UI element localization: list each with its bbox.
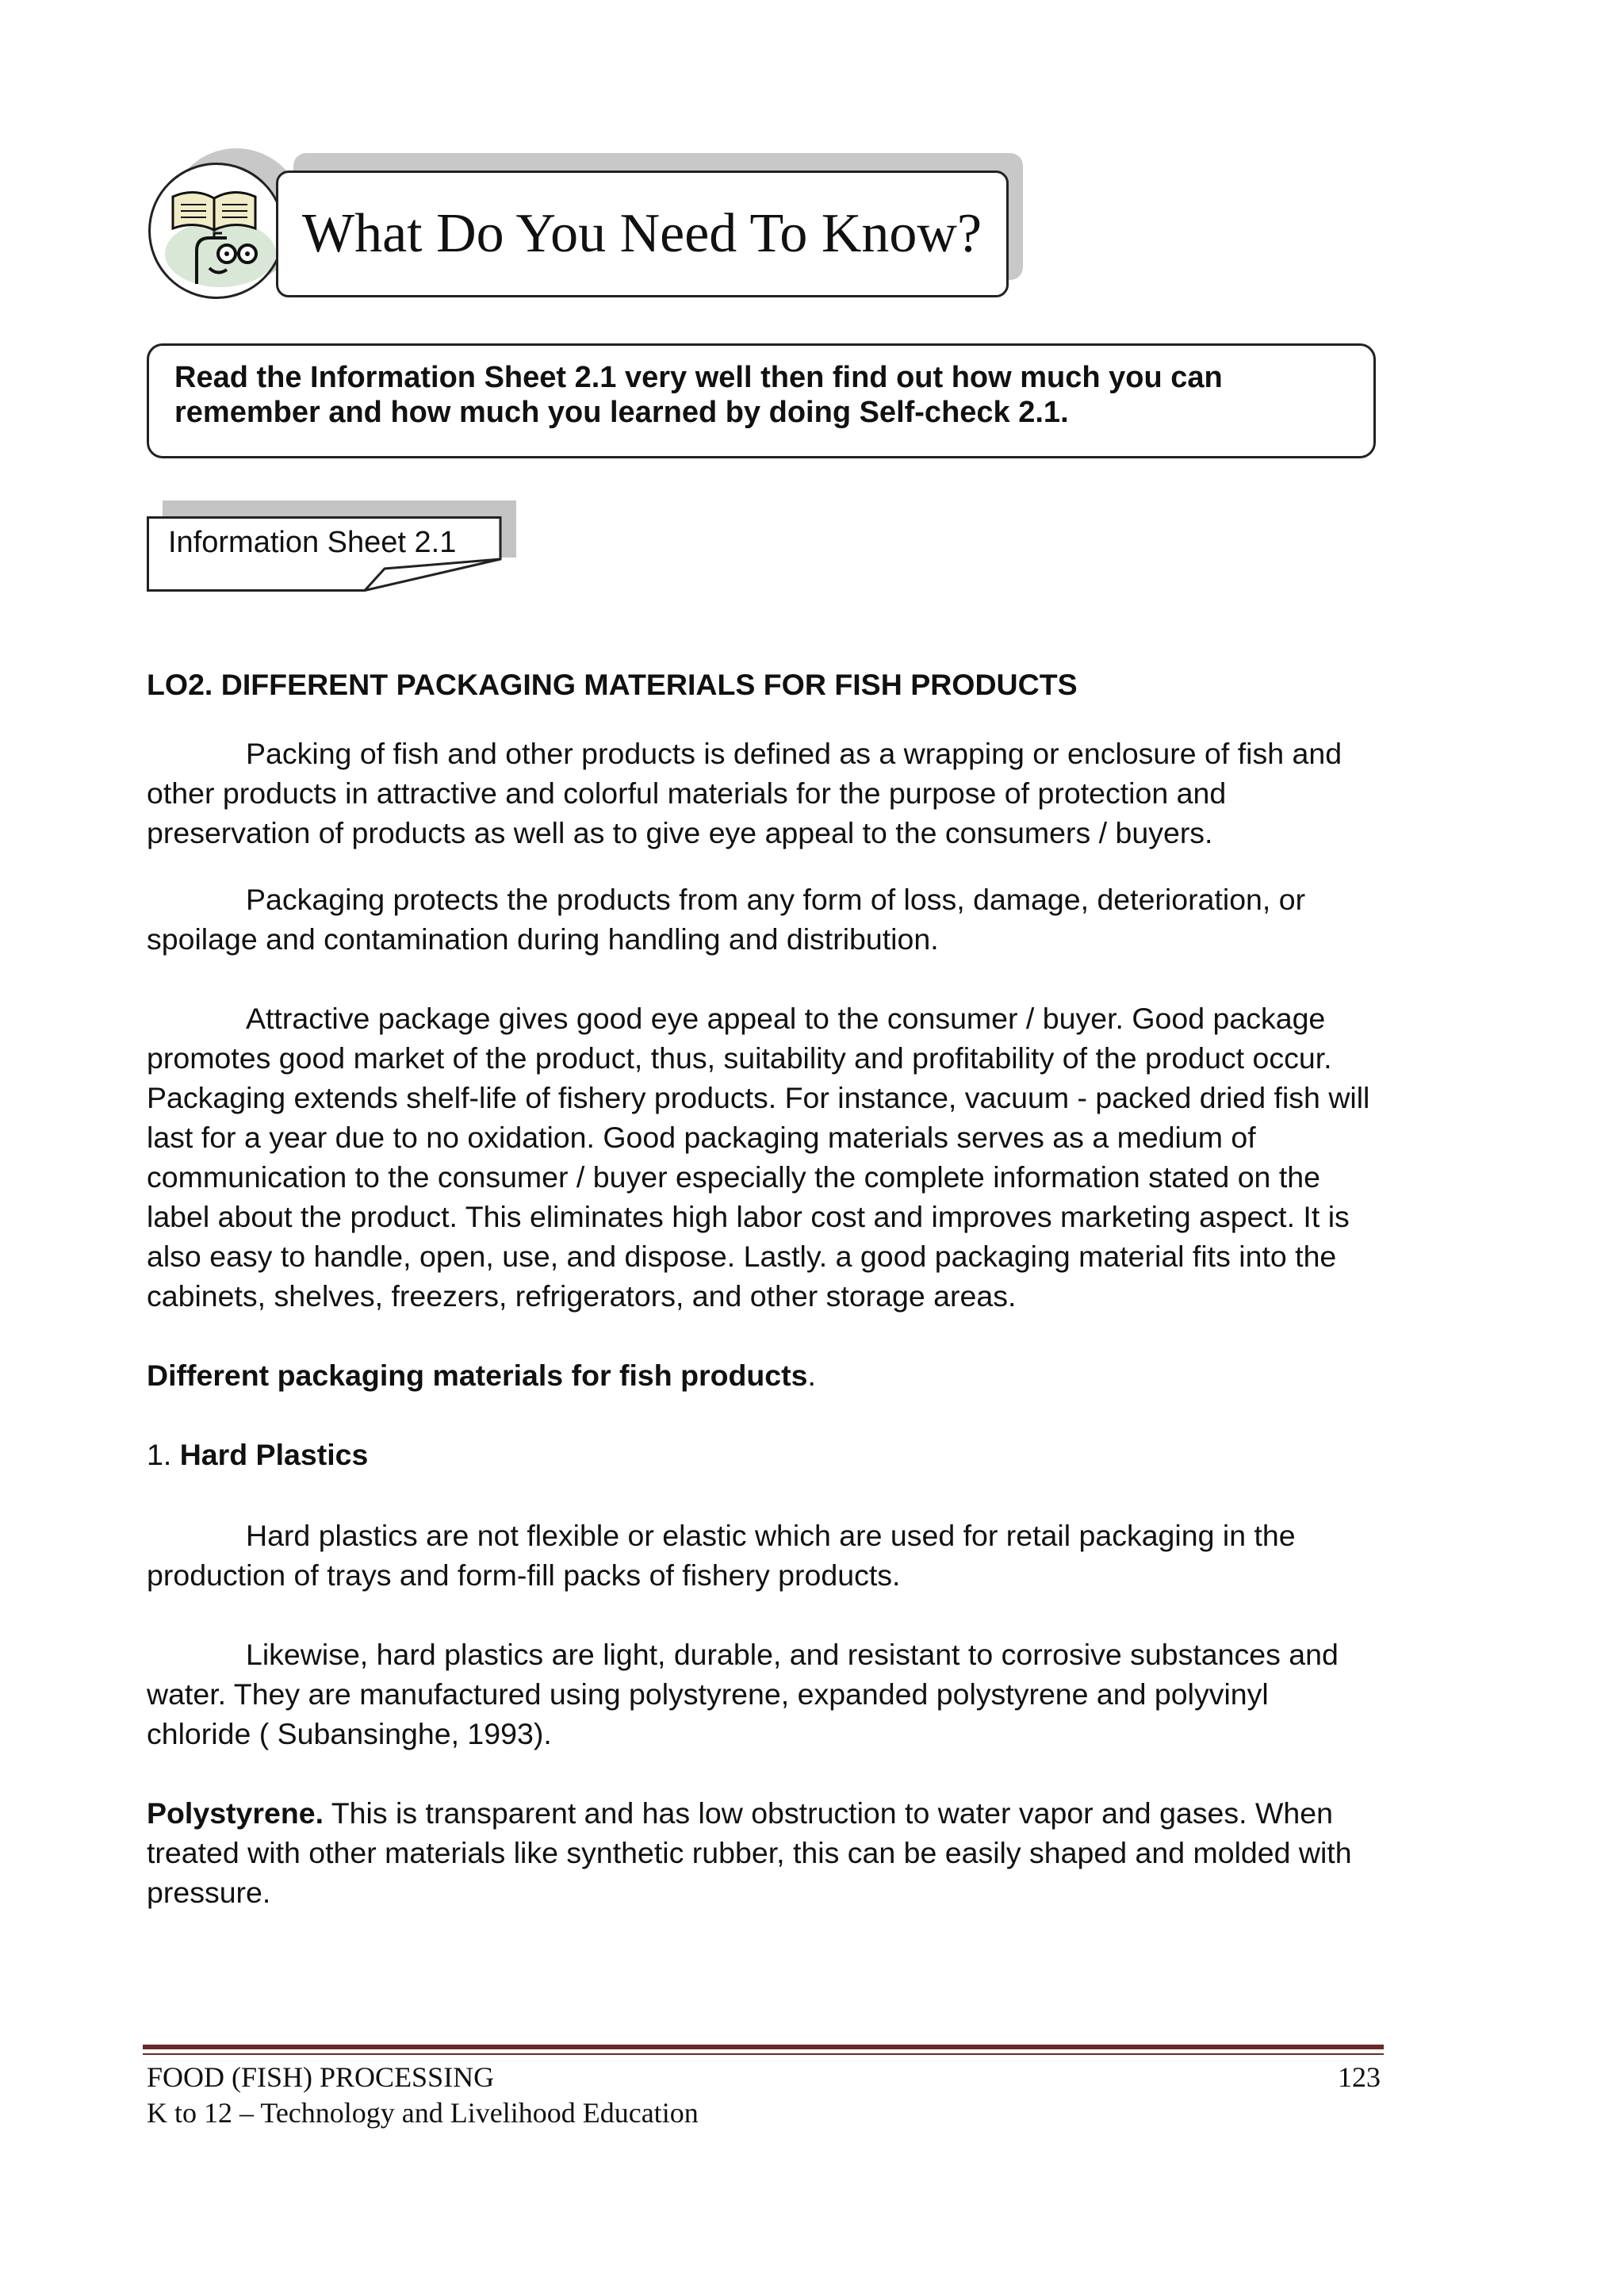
paragraph-5: Likewise, hard plastics are light, durable, and resistant to corrosive substances and water. They are manufactured using polystyrene, expanded polystyrene and polyvinyl chloride ( Subansinghe, 1993). (147, 1638, 1339, 1750)
section-heading: LO2. DIFFERENT PACKAGING MATERIALS FOR FISH PRODUCTS (147, 668, 1078, 701)
list-item-hard-plastics (147, 1435, 1376, 1474)
paragraph-1: Packing of fish and other products is defined as a wrapping or enclosure of fish and other products in attractive and colorful materials for the purpose of protection and preservation of products as well as to give eye appeal to the consumers / buyers. (147, 737, 1342, 849)
reading-person-icon (148, 163, 285, 299)
footer-subject: FOOD (FISH) PROCESSING (147, 2061, 495, 2093)
paragraph-4: Hard plastics are not flexible or elastic which are used for retail packaging in the production of trays and form-fill packs of fishery products. (147, 1519, 1296, 1592)
information-sheet-tag (147, 516, 504, 592)
materials-subheading-period: . (807, 1359, 816, 1392)
polystyrene-term: Polystyrene. (147, 1796, 324, 1830)
materials-subheading (147, 1355, 1376, 1395)
information-sheet-label: Information Sheet 2.1 (168, 526, 457, 559)
footer-rule (143, 2045, 1384, 2049)
page-title: What Do You Need To Know? (302, 203, 982, 264)
paragraph-2: Packaging protects the products from any form of loss, damage, deterioration, or spoilage and contamination during handling and distribution. (147, 883, 1306, 956)
materials-subheading-text: Different packaging materials for fish products (147, 1359, 808, 1392)
polystyrene-description: This is transparent and has low obstruction to water vapor and gases. When treated with other materials like synthetic rubber, this can be easily shaped and molded with pressure. (147, 1796, 1352, 1909)
page-number: 123 (1338, 2061, 1381, 2093)
paragraph-3: Attractive package gives good eye appeal to the consumer / buyer. Good package promotes good market of the product, thus, suitability and profitability of the product occur. Packaging extends shelf-life of fishery products. For instance, vacuum - packed dried fish will last for a year due to no oxidation. Good packaging materials serves as a medium of communication to the consumer / buyer especially the complete information stated on the label about the product. This eliminates high labor cost and improves marketing aspect. It is also easy to handle, open, use, and dispose. Lastly. a good packaging material fits into the cabinets, shelves, freezers, refrigerators, and other storage areas. (147, 1002, 1370, 1313)
instruction-box: Read the Information Sheet 2.1 very well then find out how much you can remember and how much you learned by doing Self-check 2.1. (147, 343, 1376, 458)
list-item-number: 1. (147, 1438, 180, 1471)
footer-rule-thin (143, 2053, 1384, 2055)
footer-program: K to 12 – Technology and Livelihood Education (147, 2097, 699, 2129)
list-item-title: Hard Plastics (179, 1438, 369, 1471)
title-banner (276, 171, 1009, 297)
polystyrene-paragraph (147, 1793, 1376, 1912)
